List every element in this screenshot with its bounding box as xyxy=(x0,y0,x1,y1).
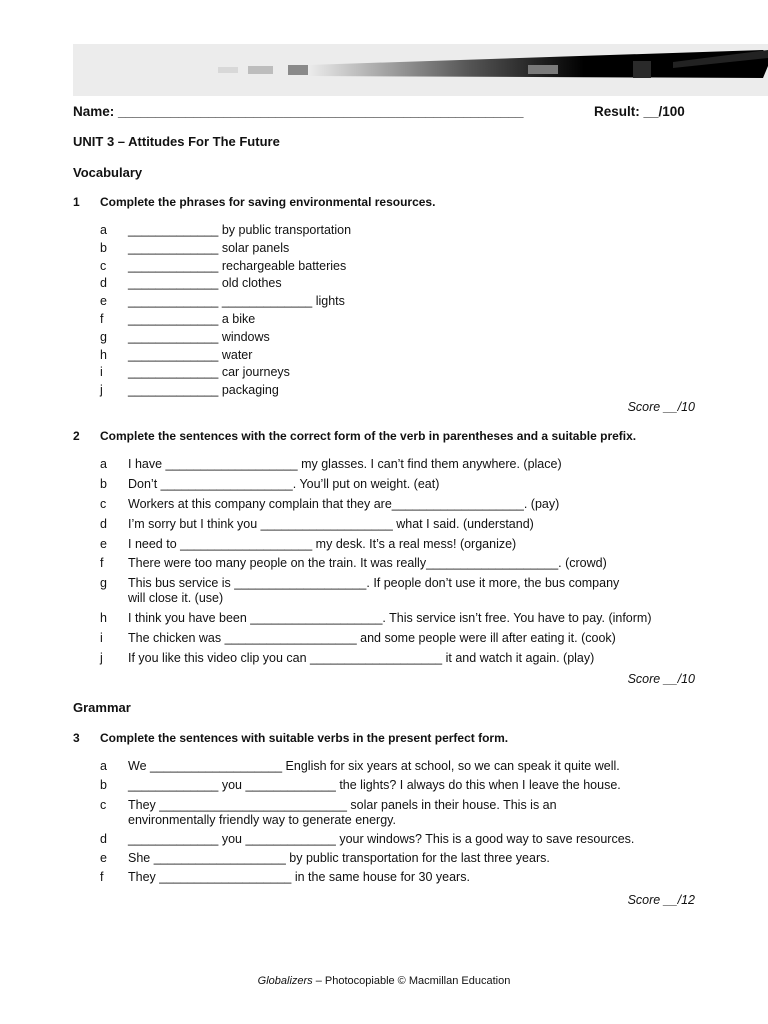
question-1-score: Score __/10 xyxy=(627,400,695,414)
item-letter: b xyxy=(100,476,107,491)
item-text: _____________ by public transportation xyxy=(128,223,352,237)
list-item[interactable] xyxy=(100,457,700,472)
list-item[interactable] xyxy=(100,241,700,259)
item-text: I’m sorry but I think you ___________________ what I said. (understand) xyxy=(128,516,534,531)
item-letter: g xyxy=(100,576,107,591)
list-item[interactable] xyxy=(100,631,700,646)
question-instruction: Complete the phrases for saving environmental resources. xyxy=(100,195,436,209)
result-line: Result: __/100 xyxy=(594,104,685,119)
item-letter: h xyxy=(100,347,107,362)
name-result-row xyxy=(73,104,695,122)
header-banner xyxy=(73,44,768,96)
list-item[interactable] xyxy=(100,759,700,774)
item-text: Workers at this company complain that they are___________________. (pay) xyxy=(128,496,560,511)
list-item[interactable] xyxy=(100,851,700,866)
item-text: They ___________________ in the same house for 30 years. xyxy=(128,870,470,885)
list-item[interactable] xyxy=(100,365,700,383)
item-text: _____________ you _____________ the lights? I always do this when I leave the house. xyxy=(128,778,621,793)
list-item[interactable] xyxy=(100,517,700,532)
question-2-items xyxy=(100,457,700,671)
item-letter: i xyxy=(100,365,103,380)
item-letter: e xyxy=(100,536,107,551)
list-item[interactable] xyxy=(100,497,700,512)
list-item[interactable] xyxy=(100,294,700,312)
item-text: _____________ _____________ lights xyxy=(128,294,345,309)
item-letter: c xyxy=(100,797,107,812)
page-footer xyxy=(0,975,768,987)
item-text: _____________ rechargeable batteries xyxy=(128,258,347,273)
item-text: This bus service is ___________________. If people don’t use it more, the bus company will close it. (use) xyxy=(128,576,620,606)
item-letter: f xyxy=(100,311,104,326)
item-text: Don’t ___________________. You’ll put on weight. (eat) xyxy=(128,476,440,491)
list-item[interactable] xyxy=(100,778,700,793)
item-letter: c xyxy=(100,258,107,273)
item-letter: h xyxy=(100,611,107,626)
question-3-score: Score __/12 xyxy=(627,893,695,907)
unit-title: UNIT 3 – Attitudes For The Future xyxy=(73,134,280,149)
question-instruction: Complete the sentences with suitable verbs in the present perfect form. xyxy=(100,731,509,745)
item-text: I need to ___________________ my desk. It’s a real mess! (organize) xyxy=(128,536,517,551)
item-letter: e xyxy=(100,851,107,866)
question-number: 3 xyxy=(73,731,80,745)
question-number: 1 xyxy=(73,195,80,209)
item-letter: e xyxy=(100,294,107,309)
item-letter: j xyxy=(100,651,103,666)
section-grammar: Grammar xyxy=(73,700,131,715)
list-item[interactable] xyxy=(100,870,700,885)
list-item[interactable] xyxy=(100,259,700,277)
item-letter: d xyxy=(100,516,107,531)
question-2-score: Score __/10 xyxy=(627,672,695,686)
pencil-stroke-graphic xyxy=(73,44,768,96)
footer-publisher: Globalizers xyxy=(257,975,313,987)
item-text: _____________ old clothes xyxy=(128,276,282,291)
item-letter: a xyxy=(100,457,107,471)
item-letter: c xyxy=(100,496,107,511)
list-item[interactable] xyxy=(100,276,700,294)
item-letter: a xyxy=(100,759,107,773)
list-item[interactable] xyxy=(100,312,700,330)
item-text: If you like this video clip you can ___________________ it and watch it again. (play) xyxy=(128,651,595,666)
list-item[interactable] xyxy=(100,611,700,626)
list-item[interactable] xyxy=(100,537,700,552)
item-letter: b xyxy=(100,778,107,793)
item-text: I think you have been ___________________. This service isn’t free. You have to pay. (inform) xyxy=(128,611,652,626)
list-item[interactable] xyxy=(100,556,700,571)
item-text: _____________ a bike xyxy=(128,311,256,326)
item-letter: b xyxy=(100,240,107,255)
list-item[interactable] xyxy=(100,330,700,348)
list-item[interactable] xyxy=(100,477,700,492)
item-text: I have ___________________ my glasses. I can’t find them anywhere. (place) xyxy=(128,457,562,471)
item-text: She ___________________ by public transportation for the last three years. xyxy=(128,851,550,866)
item-text: _____________ car journeys xyxy=(128,365,290,380)
item-text: _____________ packaging xyxy=(128,383,279,398)
section-vocabulary: Vocabulary xyxy=(73,165,143,180)
list-item[interactable] xyxy=(100,832,700,847)
question-3-items xyxy=(100,759,700,890)
list-item[interactable] xyxy=(100,223,700,241)
list-item[interactable] xyxy=(100,348,700,366)
question-1-items xyxy=(100,223,700,401)
item-letter: d xyxy=(100,276,107,291)
item-text: _____________ windows xyxy=(128,329,270,344)
list-item[interactable] xyxy=(100,798,700,828)
item-letter: f xyxy=(100,870,104,885)
item-letter: j xyxy=(100,383,103,398)
list-item[interactable] xyxy=(100,576,700,606)
item-letter: d xyxy=(100,831,107,846)
item-letter: f xyxy=(100,556,104,571)
question-instruction: Complete the sentences with the correct form of the verb in parentheses and a suitable prefix. xyxy=(100,429,637,443)
item-text: The chicken was ___________________ and some people were ill after eating it. (cook) xyxy=(128,631,616,646)
item-text: _____________ solar panels xyxy=(128,240,290,255)
item-letter: g xyxy=(100,329,107,344)
item-letter: i xyxy=(100,631,103,646)
list-item[interactable] xyxy=(100,383,700,401)
list-item[interactable] xyxy=(100,651,700,666)
name-line[interactable]: Name: ______________________________________________________ xyxy=(73,104,524,119)
question-number: 2 xyxy=(73,429,80,443)
item-text: They ___________________________ solar panels in their house. This is an environmentally friendly way to generate energy. xyxy=(128,797,557,827)
item-text: We ___________________ English for six years at school, so we can speak it quite well. xyxy=(128,759,620,773)
item-text: _____________ water xyxy=(128,347,253,362)
item-text: _____________ you _____________ your windows? This is a good way to save resources. xyxy=(128,831,635,846)
item-text: There were too many people on the train. It was really___________________. (crowd) xyxy=(128,556,607,571)
footer-copyright: – Photocopiable © Macmillan Education xyxy=(312,975,511,987)
item-letter: a xyxy=(100,223,107,237)
